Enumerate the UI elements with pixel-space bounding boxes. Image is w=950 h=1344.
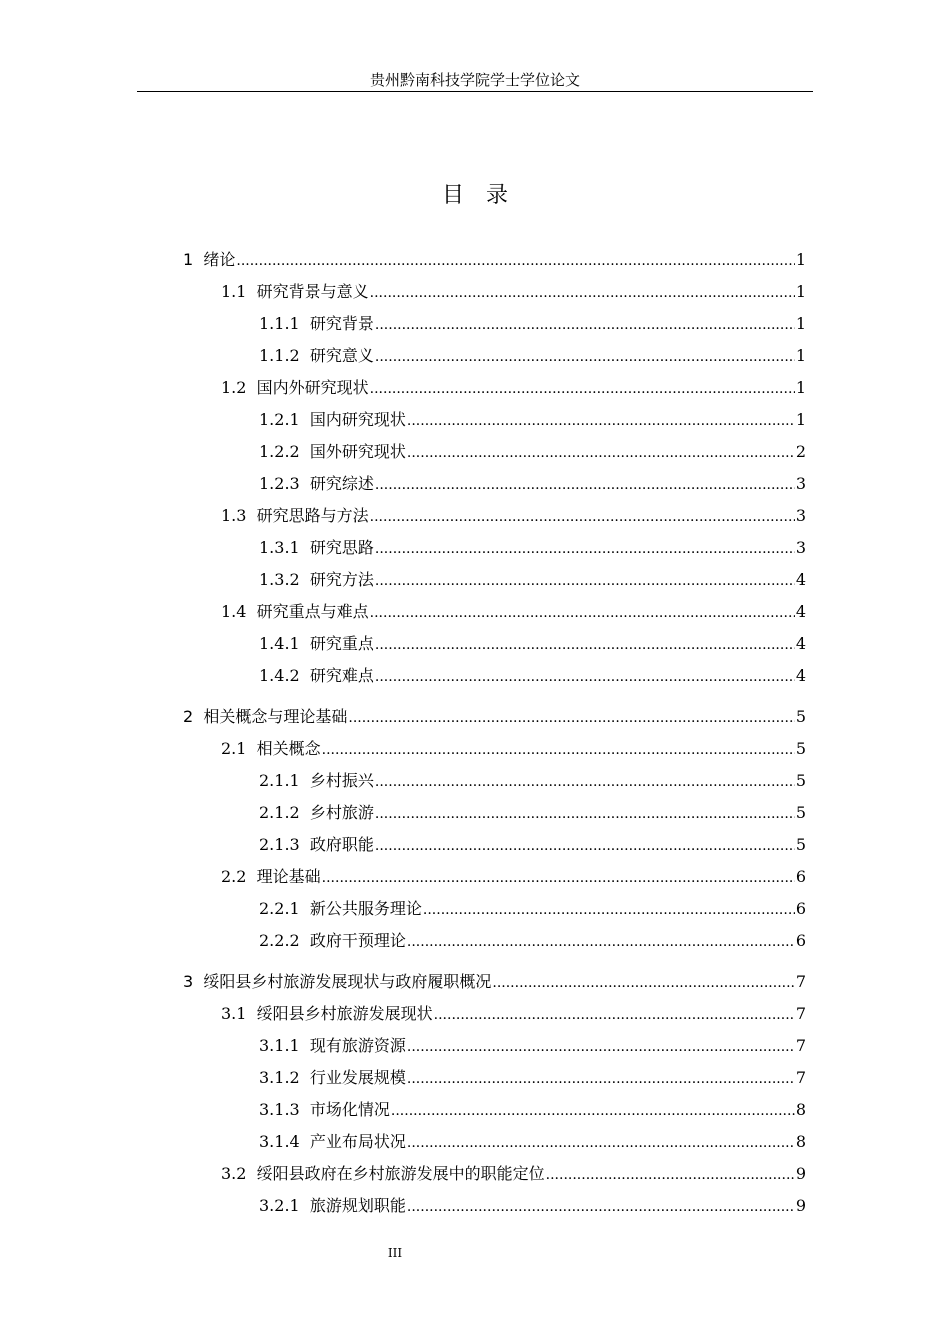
dot-leader [546,1160,795,1190]
toc-entry-number: 3.1.1 [259,1036,300,1055]
toc-entry-page: 7 [795,1036,806,1055]
dot-leader [407,1192,795,1222]
toc-entry[interactable] [221,501,806,531]
toc-entry-gap [300,661,310,691]
dot-leader [375,566,795,596]
toc-entry[interactable] [259,926,806,956]
toc-entry-page: 4 [795,570,806,589]
toc-entry-number: 1.3 [221,506,247,525]
toc-entry-gap [300,437,310,467]
toc-entry-page: 1 [795,282,806,301]
toc-entry[interactable] [259,341,806,371]
toc-entry[interactable] [221,277,806,307]
toc-entry-page: 5 [795,707,806,726]
toc-entry-gap [246,1159,256,1189]
toc-entry-page: 4 [795,634,806,653]
toc-entry-number: 1 [183,250,194,269]
toc-entry-page: 5 [795,803,806,822]
toc-title: 目录 [441,183,530,208]
toc-entry-label: 绥阳县乡村旅游发展现状与政府履职概况 [203,972,492,991]
dot-leader [391,1096,795,1126]
toc-entry-label: 产业布局状况 [309,1132,406,1151]
dot-leader [348,703,794,733]
toc-entry-label: 研究方法 [309,570,374,589]
toc-entry-label: 行业发展规模 [309,1068,406,1087]
toc-entry-number: 1.2.1 [259,410,300,429]
toc-entry-gap [193,967,203,997]
toc-entry-page: 1 [795,410,806,429]
toc-entry-label: 研究背景 [309,314,374,333]
toc-entry-label: 研究意义 [309,346,374,365]
dot-leader [492,968,794,998]
toc-entry-gap [300,830,310,860]
header-rule [137,91,813,92]
toc-entry-label: 国内外研究现状 [256,378,369,397]
dot-leader [375,831,795,861]
toc-entry[interactable] [221,597,806,627]
toc-entry[interactable] [221,373,806,403]
toc-entry[interactable] [259,798,806,828]
toc-entry-gap [246,277,256,307]
toc-entry[interactable] [183,702,806,732]
toc-entry-gap [300,341,310,371]
toc-entry-gap [300,533,310,563]
toc-entry-gap [300,309,310,339]
toc-entry-label: 乡村旅游 [309,803,374,822]
dot-leader [236,246,794,276]
toc-entry-label: 研究思路与方法 [256,506,369,525]
toc-entry-number: 3.1.4 [259,1132,300,1151]
toc-entry-label: 研究背景与意义 [256,282,369,301]
toc-entry-page: 8 [795,1100,806,1119]
dot-leader [375,767,795,797]
toc-entry-gap [300,1063,310,1093]
toc-entry-page: 2 [795,442,806,461]
dot-leader [370,598,795,628]
toc-entry[interactable] [259,565,806,595]
toc-entry-number: 2.1.2 [259,803,300,822]
running-header: 贵州黔南科技学院学士学位论文 [369,71,580,89]
toc-entry-page: 3 [795,474,806,493]
toc-entry-number: 2.2 [221,867,247,886]
toc-entry-gap [300,1031,310,1061]
dot-leader [370,278,795,308]
toc-entry-number: 1.3.1 [259,538,300,557]
toc-entry-label: 国外研究现状 [309,442,406,461]
toc-entry-number: 2.1.3 [259,835,300,854]
toc-entry-page: 5 [795,835,806,854]
toc-entry[interactable] [259,309,806,339]
dot-leader [407,1064,795,1094]
dot-leader [423,895,795,925]
dot-leader [375,662,795,692]
toc-entry-label: 新公共服务理论 [309,899,422,918]
toc-entry[interactable] [259,830,806,860]
toc-entry-gap [300,894,310,924]
dot-leader [407,1032,795,1062]
toc-entry-number: 2.2.2 [259,931,300,950]
toc-entry-number: 1.4.1 [259,634,300,653]
toc-entry-gap [246,999,256,1029]
toc-entry[interactable] [183,967,806,997]
toc-entry-label: 绥阳县政府在乡村旅游发展中的职能定位 [256,1164,545,1183]
toc-entry-number: 2.2.1 [259,899,300,918]
toc-entry[interactable] [259,629,806,659]
toc-entry-gap [300,469,310,499]
dot-leader [407,406,795,436]
toc-entry-gap [246,862,256,892]
toc-entry-gap [193,702,203,732]
toc-entry-page: 6 [795,899,806,918]
toc-entry-number: 1.4 [221,602,247,621]
toc-entry-page: 3 [795,538,806,557]
toc-entry-gap [300,766,310,796]
toc-entry-gap [300,1095,310,1125]
dot-leader [375,534,795,564]
toc-entry-label: 国内研究现状 [309,410,406,429]
toc-entry-number: 1.1.1 [259,314,300,333]
dot-leader [370,374,795,404]
toc-entry-page: 6 [795,931,806,950]
toc-entry-page: 6 [795,867,806,886]
toc-entry-gap [300,1127,310,1157]
toc-entry-number: 1.3.2 [259,570,300,589]
toc-entry-number: 1.2.2 [259,442,300,461]
dot-leader [407,438,795,468]
toc-entry-gap [246,501,256,531]
toc-entry-label: 研究思路 [309,538,374,557]
dot-leader [370,502,795,532]
toc-entry-number: 3 [183,972,194,991]
dot-leader [322,735,795,765]
toc-entry[interactable] [259,1063,806,1093]
toc-entry-page: 7 [795,972,806,991]
toc-entry-gap [193,245,203,275]
toc-entry-page: 5 [795,771,806,790]
toc-entry-label: 旅游规划职能 [309,1196,406,1215]
toc-entry-number: 2.1 [221,739,247,758]
toc-entry-gap [300,405,310,435]
toc-entry[interactable] [259,533,806,563]
toc-entry-page: 1 [795,346,806,365]
toc-entry-number: 1.2.3 [259,474,300,493]
toc-entry[interactable] [221,999,806,1029]
toc-entry-label: 研究综述 [309,474,374,493]
toc-entry[interactable] [221,1159,806,1189]
toc-entry[interactable] [259,437,806,467]
toc-entry-number: 1.1.2 [259,346,300,365]
toc-entry-label: 乡村振兴 [309,771,374,790]
dot-leader [407,927,795,957]
toc-entry-gap [246,597,256,627]
toc-entry-page: 8 [795,1132,806,1151]
toc-entry-label: 政府干预理论 [309,931,406,950]
dot-leader [322,863,795,893]
dot-leader [375,310,795,340]
dot-leader [434,1000,795,1030]
toc-entry[interactable] [221,862,806,892]
toc-entry-gap [300,1191,310,1221]
toc-entry-label: 研究重点与难点 [256,602,369,621]
dot-leader [375,630,795,660]
dot-leader [375,470,795,500]
toc-entry-number: 3.1.2 [259,1068,300,1087]
toc-entry-page: 3 [795,506,806,525]
toc-entry[interactable] [259,1191,806,1221]
toc-entry-number: 1.4.2 [259,666,300,685]
dot-leader [407,1128,795,1158]
toc-entry-label: 现有旅游资源 [309,1036,406,1055]
toc-entry-page: 1 [795,314,806,333]
toc-entry-label: 政府职能 [309,835,374,854]
toc-entry-number: 2.1.1 [259,771,300,790]
toc-entry-gap [300,565,310,595]
toc-entry-label: 理论基础 [256,867,321,886]
toc-entry-page: 1 [795,378,806,397]
toc-entry[interactable] [259,894,806,924]
toc-entry[interactable] [259,469,806,499]
page-number: III [387,1246,403,1260]
toc-entry[interactable] [221,734,806,764]
toc-entry-gap [300,926,310,956]
toc-entry-page: 9 [795,1164,806,1183]
toc-entry-page: 4 [795,602,806,621]
toc-entry-number: 3.1.3 [259,1100,300,1119]
toc-entry-label: 研究重点 [309,634,374,653]
dot-leader [375,342,795,372]
toc-entry-page: 7 [795,1004,806,1023]
toc-entry-label: 绪论 [203,250,236,269]
toc-entry-number: 1.1 [221,282,247,301]
toc-entry[interactable] [259,766,806,796]
toc-entry-label: 相关概念与理论基础 [203,707,348,726]
dot-leader [375,799,795,829]
toc-entry-label: 研究难点 [309,666,374,685]
toc-entry[interactable] [259,1127,806,1157]
toc-entry-gap [246,734,256,764]
toc-entry[interactable] [259,661,806,691]
toc-entry-page: 7 [795,1068,806,1087]
toc-entry-number: 2 [183,707,194,726]
toc-entry-label: 绥阳县乡村旅游发展现状 [256,1004,433,1023]
toc-entry[interactable] [259,405,806,435]
toc-entry-number: 1.2 [221,378,247,397]
toc-entry-number: 3.2 [221,1164,247,1183]
toc-entry-number: 3.1 [221,1004,247,1023]
toc-entry-gap [300,798,310,828]
toc-entry[interactable] [259,1031,806,1061]
toc-entry[interactable] [259,1095,806,1125]
toc-entry-page: 5 [795,739,806,758]
toc-entry-page: 9 [795,1196,806,1215]
toc-entry[interactable] [183,245,806,275]
toc-entry-gap [246,373,256,403]
toc-entry-page: 4 [795,666,806,685]
toc-entry-number: 3.2.1 [259,1196,300,1215]
toc-entry-label: 市场化情况 [309,1100,390,1119]
toc-entry-label: 相关概念 [256,739,321,758]
toc-entry-gap [300,629,310,659]
toc-entry-page: 1 [795,250,806,269]
